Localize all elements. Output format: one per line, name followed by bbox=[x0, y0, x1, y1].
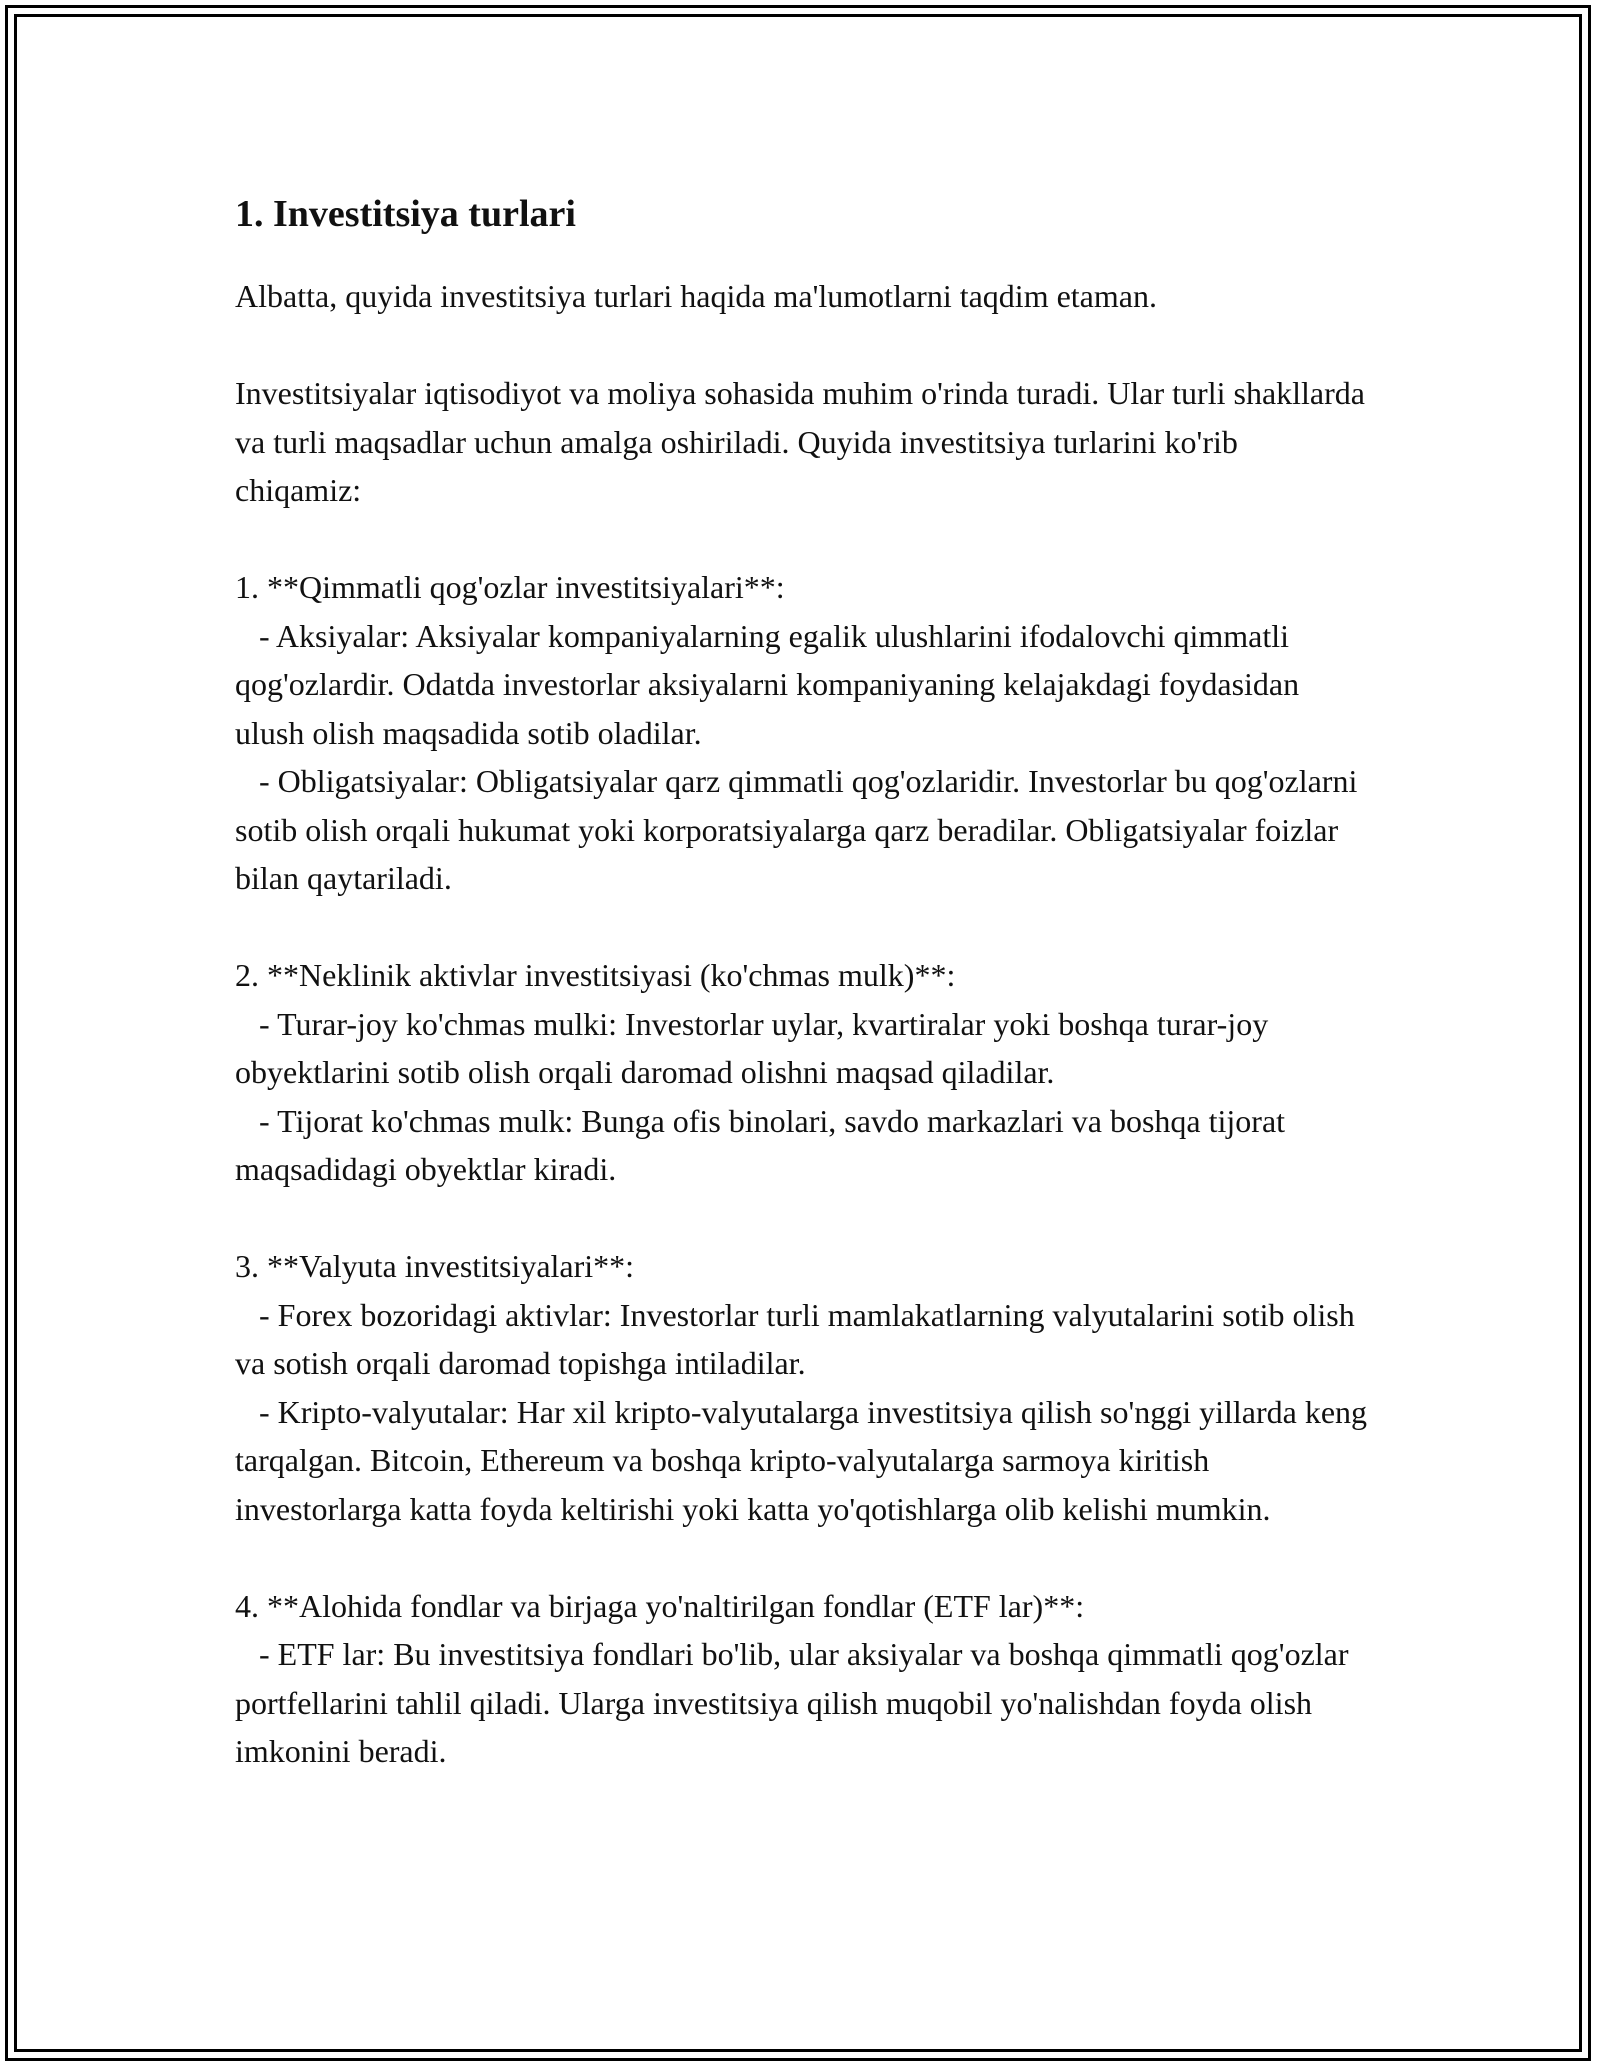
paragraph-gap bbox=[235, 321, 1370, 370]
paragraph-gap bbox=[235, 1194, 1370, 1243]
overview-paragraph: Investitsiyalar iqtisodiyot va moliya sohasida muhim o'rinda turadi. Ular turli shakllarda va turli maqsadlar uchun amalga oshiriladi. Quyida investitsiya turlarini ko'rib chiqamiz: bbox=[235, 375, 1373, 508]
document-body bbox=[235, 186, 1376, 1776]
section-heading: 2. **Neklinik aktivlar investitsiyasi (ko'chmas mulk)**: bbox=[235, 957, 956, 993]
paragraph-gap bbox=[235, 1533, 1370, 1582]
section-1 bbox=[235, 563, 1370, 903]
section-2 bbox=[235, 951, 1370, 1194]
paragraph-gap bbox=[235, 903, 1370, 952]
section-item: - Tijorat ko'chmas mulk: Bunga ofis binolari, savdo markazlari va boshqa tijorat maqsadidagi obyektlar kiradi. bbox=[235, 1102, 1294, 1187]
section-item: - Turar-joy ko'chmas mulki: Investorlar uylar, kvartiralar yoki boshqa turar-joy obyektlarini sotib olish orqali daromad olishni maqsad qiladilar. bbox=[235, 1005, 1277, 1090]
section-item: - Forex bozoridagi aktivlar: Investorlar turli mamlakatlarning valyutalarini sotib olish va sotish orqali daromad topishga intiladilar. bbox=[235, 1296, 1363, 1381]
section-item: - Aksiyalar: Aksiyalar kompaniyalarning egalik ulushlarini ifodalovchi qimmatli qog'ozlardir. Odatda investorlar aksiyalarni kompaniyaning kelajakdagi foydasidan ulush olish maqsadida sotib oladilar. bbox=[235, 617, 1308, 751]
section-item: - ETF lar: Bu investitsiya fondlari bo'lib, ular aksiyalar va boshqa qimmatli qog'ozlar portfellarini tahlil qiladi. Ularga investitsiya qilish muqobil yo'nalishdan foyda olish imkonini beradi. bbox=[235, 1636, 1357, 1769]
paragraph-gap bbox=[235, 515, 1370, 564]
document-title: 1. Investitsiya turlari bbox=[235, 193, 576, 235]
section-3 bbox=[235, 1242, 1376, 1533]
section-heading: 1. **Qimmatli qog'ozlar investitsiyalari**: bbox=[235, 569, 785, 605]
section-4 bbox=[235, 1582, 1370, 1776]
section-item: - Obligatsiyalar: Obligatsiyalar qarz qimmatli qog'ozlaridir. Investorlar bu qog'ozlarni sotib olish orqali hukumat yoki korporatsiyalarga qarz beradilar. Obligatsiyalar foizlar bilan qaytariladi. bbox=[235, 763, 1366, 896]
section-heading: 4. **Alohida fondlar va birjaga yo'naltirilgan fondlar (ETF lar)**: bbox=[235, 1587, 1085, 1624]
section-item: - Kripto-valyutalar: Har xil kripto-valyutalarga investitsiya qilish so'nggi yillarda keng tarqalgan. Bitcoin, Ethereum va boshqa kripto-valyutalarga sarmoya kiritish investorlarga katta foyda keltirishi yoki katta yo'qotishlarga olib kelishi mumkin. bbox=[235, 1393, 1376, 1527]
section-heading: 3. **Valyuta investitsiyalari**: bbox=[235, 1248, 635, 1284]
intro-paragraph: Albatta, quyida investitsiya turlari haqida ma'lumotlarni taqdim etaman. bbox=[235, 278, 1157, 314]
